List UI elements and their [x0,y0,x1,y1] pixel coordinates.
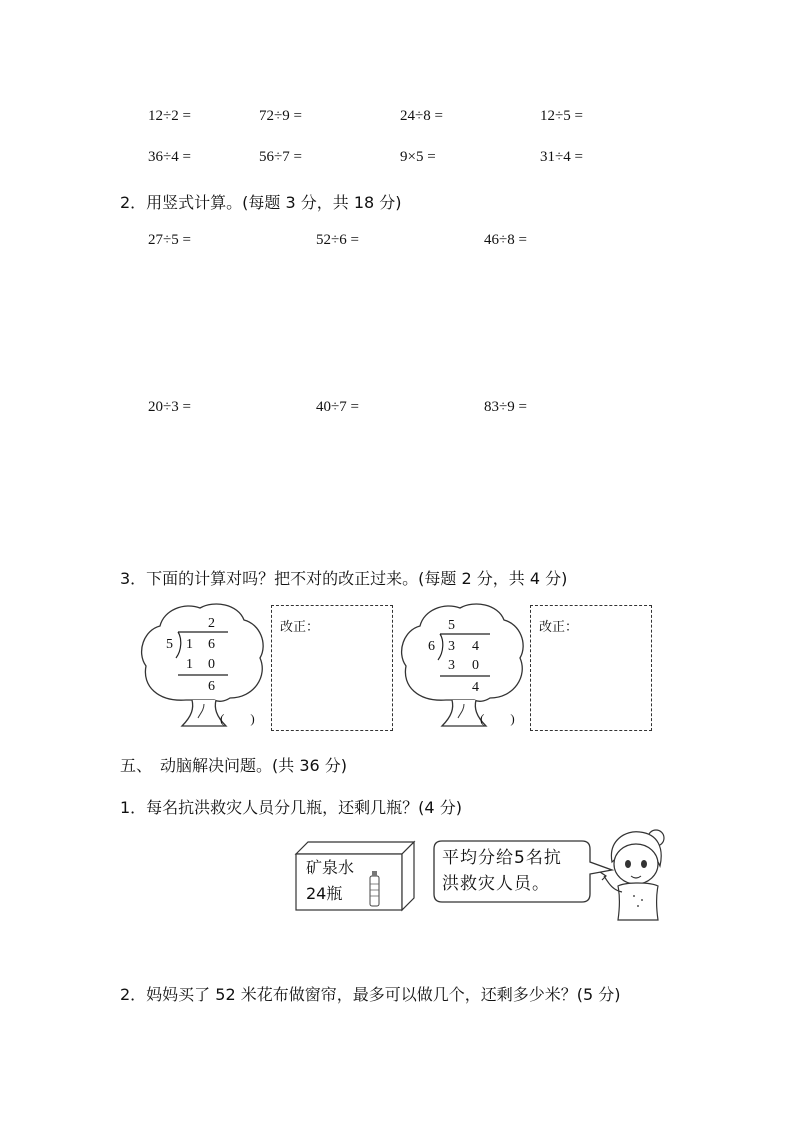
quotient-digit: 5 [448,618,455,633]
product-digit: 3 [448,658,455,673]
oral-item: 56÷7 = [259,149,302,165]
product-digit: 0 [208,657,215,672]
bubble-line2: 洪救灾人员。 [442,874,550,894]
remainder-digit: 6 [208,679,215,694]
vertical-calc-item: 40÷7 = [316,399,359,415]
girl-illustration [598,826,678,922]
tree-calc-1 [138,600,268,732]
section-5-title: 五、 动脑解决问题。(共 36 分) [120,756,348,775]
vertical-calc-item: 52÷6 = [316,232,359,248]
oral-item: 31÷4 = [540,149,583,165]
dividend-digit: 1 [186,637,193,652]
product-digit: 0 [472,658,479,673]
vertical-calc-item: 20÷3 = [148,399,191,415]
remainder-digit: 4 [472,680,479,695]
quotient-digit: 2 [208,616,215,631]
tree-calc-2 [398,600,528,732]
correction-label: 改正： [539,620,579,635]
oral-item: 72÷9 = [259,108,302,124]
judgement-parentheses[interactable]: ( ) [220,711,255,726]
oral-item: 9×5 = [400,149,436,165]
oral-item: 36÷4 = [148,149,191,165]
vertical-calc-item: 83÷9 = [484,399,527,415]
water-box-illustration [288,840,418,912]
divisor-digit: 5 [166,637,173,652]
bubble-line1: 平均分给5名抗 [442,848,562,868]
girl-icon [598,826,678,922]
divisor-digit: 6 [428,639,435,654]
dividend-digit: 3 [448,639,455,654]
bottle-icon [370,871,379,906]
correction-label: 改正： [280,620,320,635]
box-label-line2: 24瓶 [306,884,343,903]
box-label-line1: 矿泉水 [306,858,355,877]
question-3-title: 3．下面的计算对吗？把不对的改正过来。(每题 2 分，共 4 分) [120,569,568,588]
product-digit: 1 [186,657,193,672]
oral-item: 12÷5 = [540,108,583,124]
oral-item: 12÷2 = [148,108,191,124]
problem-2-title: 2．妈妈买了 52 米花布做窗帘，最多可以做几个，还剩多少米？(5 分) [120,985,621,1004]
judgement-parentheses[interactable]: ( ) [480,711,515,726]
correction-box[interactable] [271,605,393,731]
correction-box[interactable] [530,605,652,731]
vertical-calc-item: 46÷8 = [484,232,527,248]
question-2-title: 2．用竖式计算。(每题 3 分，共 18 分) [120,193,402,212]
problem-1-title: 1．每名抗洪救灾人员分几瓶，还剩几瓶？(4 分) [120,798,462,817]
oral-item: 24÷8 = [400,108,443,124]
dividend-digit: 6 [208,637,215,652]
vertical-calc-item: 27÷5 = [148,232,191,248]
dividend-digit: 4 [472,639,479,654]
speech-bubble [432,840,614,904]
